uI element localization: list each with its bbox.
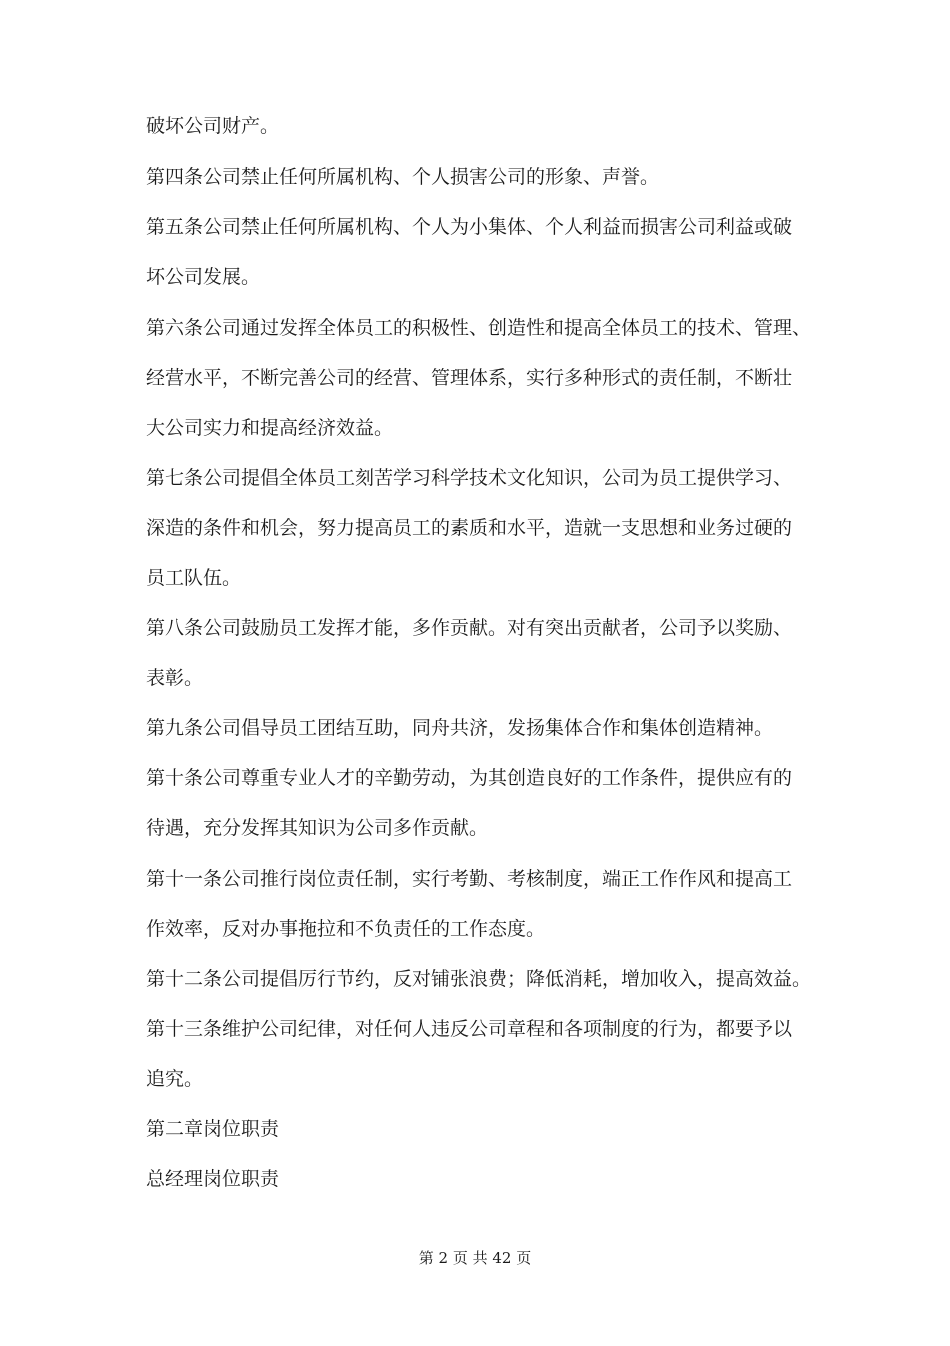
text-line: 第十三条维护公司纪律，对任何人违反公司章程和各项制度的行为，都要予以 xyxy=(146,1018,793,1040)
section-heading: 总经理岗位职责 xyxy=(146,1168,280,1190)
text-line: 第六条公司通过发挥全体员工的积极性、创造性和提高全体员工的技术、管理、 xyxy=(146,317,812,339)
page-number-footer: 第 2 页 共 42 页 xyxy=(418,1249,532,1267)
text-line: 表彰。 xyxy=(146,667,204,689)
text-line: 第五条公司禁止任何所属机构、个人为小集体、个人利益而损害公司利益或破 xyxy=(146,216,793,238)
text-line: 第十条公司尊重专业人才的辛勤劳动，为其创造良好的工作条件，提供应有的 xyxy=(146,767,793,789)
text-line: 作效率，反对办事拖拉和不负责任的工作态度。 xyxy=(146,918,546,940)
text-line: 员工队伍。 xyxy=(146,567,242,589)
text-line: 第四条公司禁止任何所属机构、个人损害公司的形象、声誉。 xyxy=(146,166,660,188)
text-line: 第九条公司倡导员工团结互助，同舟共济，发扬集体合作和集体创造精神。 xyxy=(146,717,774,739)
text-line: 第十二条公司提倡厉行节约，反对铺张浪费；降低消耗，增加收入，提高效益。 xyxy=(146,968,812,990)
text-line: 待遇，充分发挥其知识为公司多作贡献。 xyxy=(146,817,489,839)
text-line: 第十一条公司推行岗位责任制，实行考勤、考核制度，端正工作作风和提高工 xyxy=(146,868,793,890)
text-line: 大公司实力和提高经济效益。 xyxy=(146,417,394,439)
text-line: 第七条公司提倡全体员工刻苦学习科学技术文化知识，公司为员工提供学习、 xyxy=(146,467,793,489)
text-line: 经营水平，不断完善公司的经营、管理体系，实行多种形式的责任制，不断壮 xyxy=(146,367,793,389)
text-line: 破坏公司财产。 xyxy=(146,115,280,137)
text-line: 深造的条件和机会，努力提高员工的素质和水平，造就一支思想和业务过硬的 xyxy=(146,517,793,539)
text-line: 追究。 xyxy=(146,1068,204,1090)
text-line: 坏公司发展。 xyxy=(146,266,261,288)
text-line: 第八条公司鼓励员工发挥才能，多作贡献。对有突出贡献者，公司予以奖励、 xyxy=(146,617,793,639)
chapter-heading: 第二章岗位职责 xyxy=(146,1118,280,1140)
